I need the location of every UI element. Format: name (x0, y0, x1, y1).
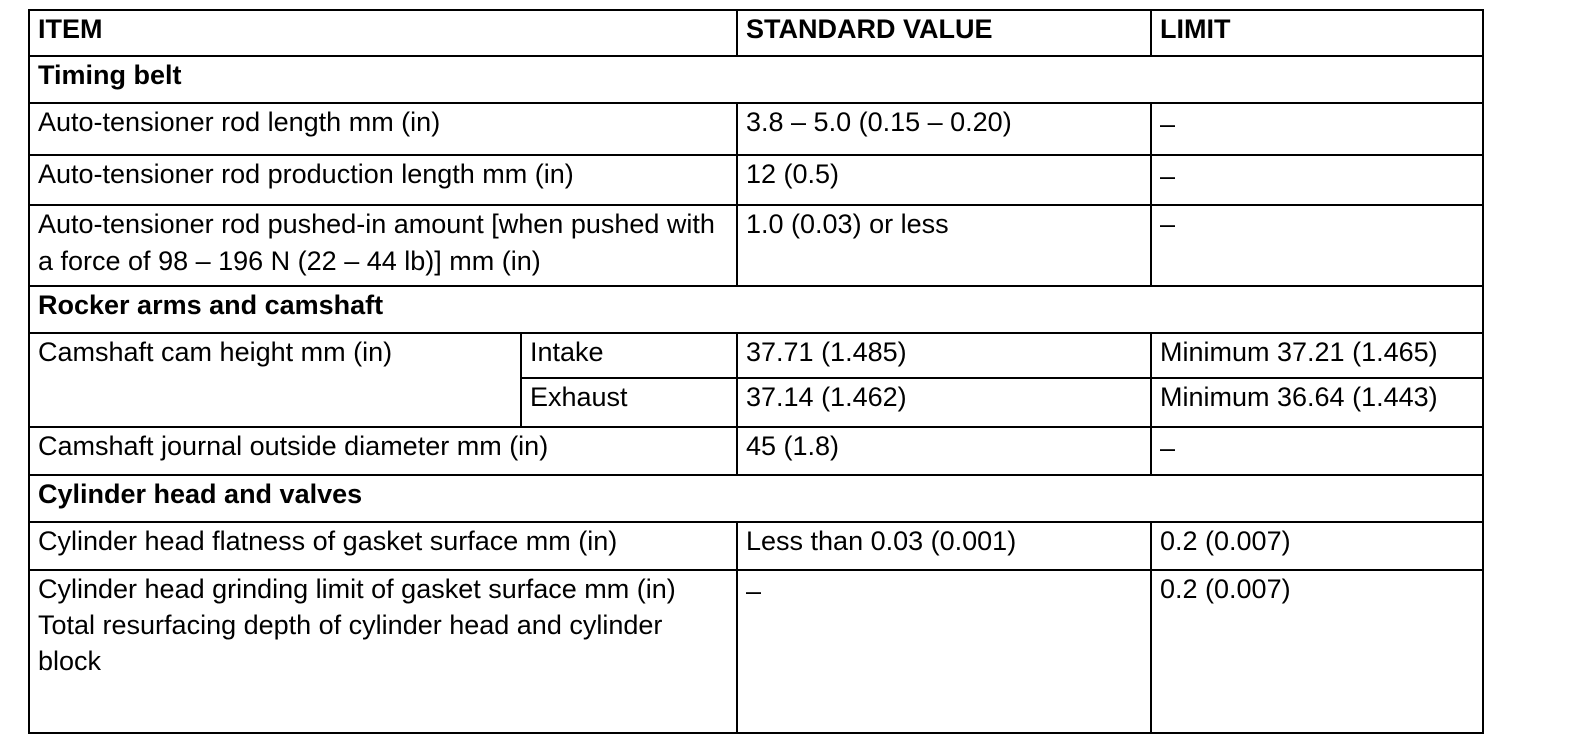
limit-cell: Minimum 36.64 (1.443) (1151, 378, 1483, 427)
limit-cell (1151, 103, 1483, 155)
section-row-timing-belt (29, 56, 1483, 103)
item-cell: Camshaft journal outside diameter mm (in) (29, 427, 737, 475)
limit-cell (1151, 205, 1483, 286)
limit-cell: Minimum 37.21 (1.465) (1151, 333, 1483, 378)
limit-cell (1151, 155, 1483, 205)
item-cell: Camshaft cam height mm (in) (29, 333, 521, 427)
sub-item-cell: Intake (521, 333, 737, 378)
header-standard-value: STANDARD VALUE (737, 10, 1151, 56)
limit-value: – (1160, 161, 1176, 191)
section-title-timing-belt: Timing belt (29, 56, 1483, 103)
standard-value: – (746, 576, 762, 606)
header-limit: LIMIT (1151, 10, 1483, 56)
standard-value-cell: 37.14 (1.462) (737, 378, 1151, 427)
section-title-rocker-arms: Rocker arms and camshaft (29, 286, 1483, 333)
standard-value-cell: 12 (0.5) (737, 155, 1151, 205)
item-cell: Auto-tensioner rod pushed-in amount [when pushed with a force of 98 – 196 N (22 – 44 lb)] mm (in) (29, 205, 737, 286)
standard-value-cell (737, 570, 1151, 733)
item-cell: Cylinder head grinding limit of gasket surface mm (in) Total resurfacing depth of cylinder head and cylinder block (29, 570, 737, 733)
section-row-cylinder-head (29, 475, 1483, 522)
table-header-row (29, 10, 1483, 56)
item-cell: Cylinder head flatness of gasket surface mm (in) (29, 522, 737, 570)
limit-value: – (1160, 109, 1176, 139)
limit-cell: 0.2 (0.007) (1151, 570, 1483, 733)
table-row (29, 333, 1483, 378)
specification-table (28, 9, 1484, 734)
table-row (29, 205, 1483, 286)
standard-value-cell: 3.8 – 5.0 (0.15 – 0.20) (737, 103, 1151, 155)
section-row-rocker-arms (29, 286, 1483, 333)
item-cell: Auto-tensioner rod production length mm (in) (29, 155, 737, 205)
standard-value-cell: 37.71 (1.485) (737, 333, 1151, 378)
item-cell: Auto-tensioner rod length mm (in) (29, 103, 737, 155)
limit-cell (1151, 427, 1483, 475)
limit-cell: 0.2 (0.007) (1151, 522, 1483, 570)
standard-value-cell: Less than 0.03 (0.001) (737, 522, 1151, 570)
section-title-cylinder-head: Cylinder head and valves (29, 475, 1483, 522)
limit-value: – (1160, 433, 1176, 463)
table-row (29, 570, 1483, 733)
header-item: ITEM (29, 10, 737, 56)
table-row (29, 427, 1483, 475)
standard-value-cell: 45 (1.8) (737, 427, 1151, 475)
standard-value-cell: 1.0 (0.03) or less (737, 205, 1151, 286)
table-row (29, 103, 1483, 155)
table-row (29, 155, 1483, 205)
sub-item-cell: Exhaust (521, 378, 737, 427)
table-row (29, 522, 1483, 570)
limit-value: – (1160, 209, 1176, 239)
